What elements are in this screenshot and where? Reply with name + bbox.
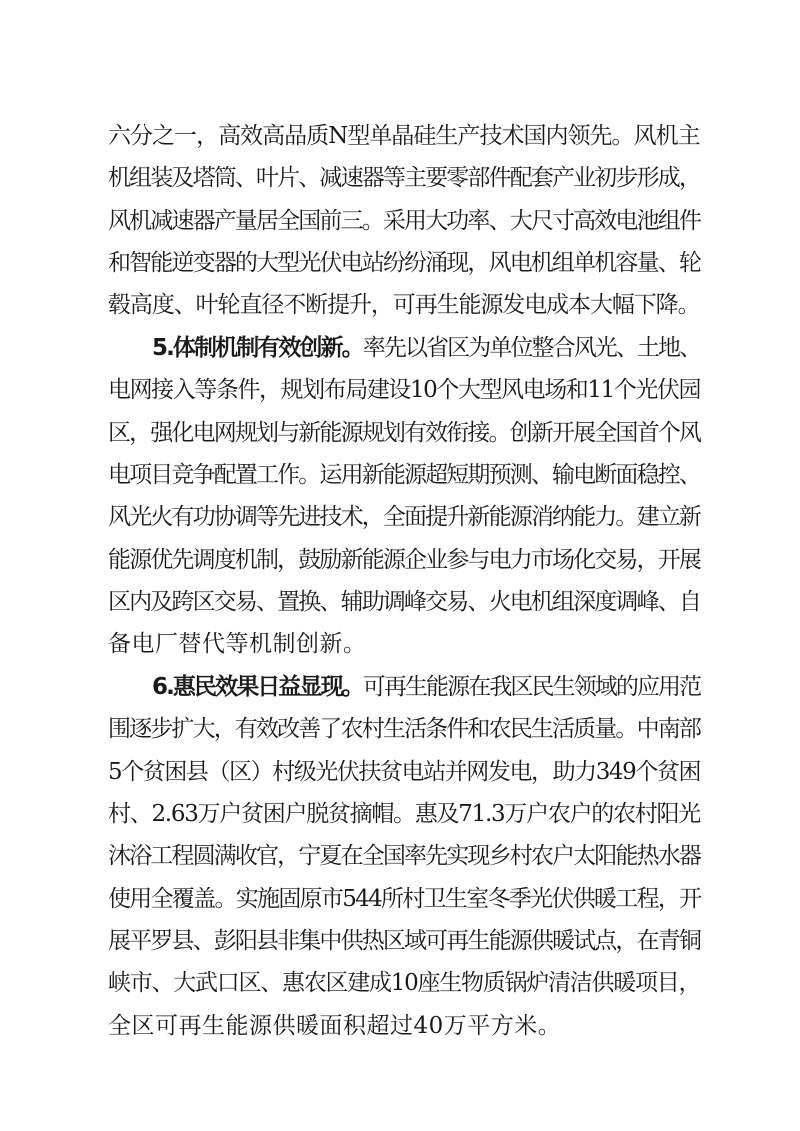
text-line: 电网接入等条件，规划布局建设10个大型风电场和11个光伏园 xyxy=(108,377,701,403)
text-line: 机组装及塔筒、叶片、减速器等主要零部件配套产业初步形成， xyxy=(108,165,701,191)
text-line: 毂高度、叶轮直径不断提升，可再生能源发电成本大幅下降。 xyxy=(108,292,700,318)
text-line: 六分之一，高效高品质N型单晶硅生产技术国内领先。风机主 xyxy=(108,123,700,149)
text-line: 展平罗县、彭阳县非集中供热区域可再生能源供暖试点，在青铜 xyxy=(108,928,701,954)
text-line: 风机减速器产量居全国前三。采用大功率、大尺寸高效电池组件 xyxy=(108,208,701,234)
section-heading: 6.惠民效果日益显现。 xyxy=(152,674,363,700)
text-line: 区，强化电网规划与新能源规划有效衔接。创新开展全国首个风 xyxy=(108,420,701,446)
text-line: 围逐步扩大，有效改善了农村生活条件和农民生活质量。中南部 xyxy=(108,716,701,742)
text-line: 电项目竞争配置工作。运用新能源超短期预测、输电断面稳控、 xyxy=(108,462,701,488)
paragraph-first-line xyxy=(152,333,700,363)
text-span: 率先以省区为单位整合风光、土地、 xyxy=(362,335,701,361)
text-line: 风光火有功协调等先进技术，全面提升新能源消纳能力。建立新 xyxy=(108,504,701,530)
text-line: 全区可再生能源供暖面积超过40万平方米。 xyxy=(108,1013,562,1039)
paragraph-first-line xyxy=(152,672,700,702)
text-line: 能源优先调度机制，鼓励新能源企业参与电力市场化交易，开展 xyxy=(108,547,701,573)
text-line: 5个贫困县（区）村级光伏扶贫电站并网发电，助力349个贫困 xyxy=(108,759,701,785)
text-line: 峡市、大武口区、惠农区建成10座生物质锅炉清洁供暖项目， xyxy=(108,970,701,996)
text-line: 区内及跨区交易、置换、辅助调峰交易、火电机组深度调峰、自 xyxy=(108,589,701,615)
text-line: 村、2.63万户贫困户脱贫摘帽。惠及71.3万户农户的农村阳光 xyxy=(108,801,700,827)
text-line: 和智能逆变器的大型光伏电站纷纷涌现，风电机组单机容量、轮 xyxy=(108,250,701,276)
section-heading: 5.体制机制有效创新。 xyxy=(152,335,363,361)
text-line: 使用全覆盖。实施固原市544所村卫生室冬季光伏供暖工程，开 xyxy=(108,886,701,912)
text-line: 沐浴工程圆满收官，宁夏在全国率先实现乡村农户太阳能热水器 xyxy=(108,843,701,869)
text-span: 可再生能源在我区民生领域的应用范 xyxy=(362,674,701,700)
text-line: 备电厂替代等机制创新。 xyxy=(108,631,367,657)
